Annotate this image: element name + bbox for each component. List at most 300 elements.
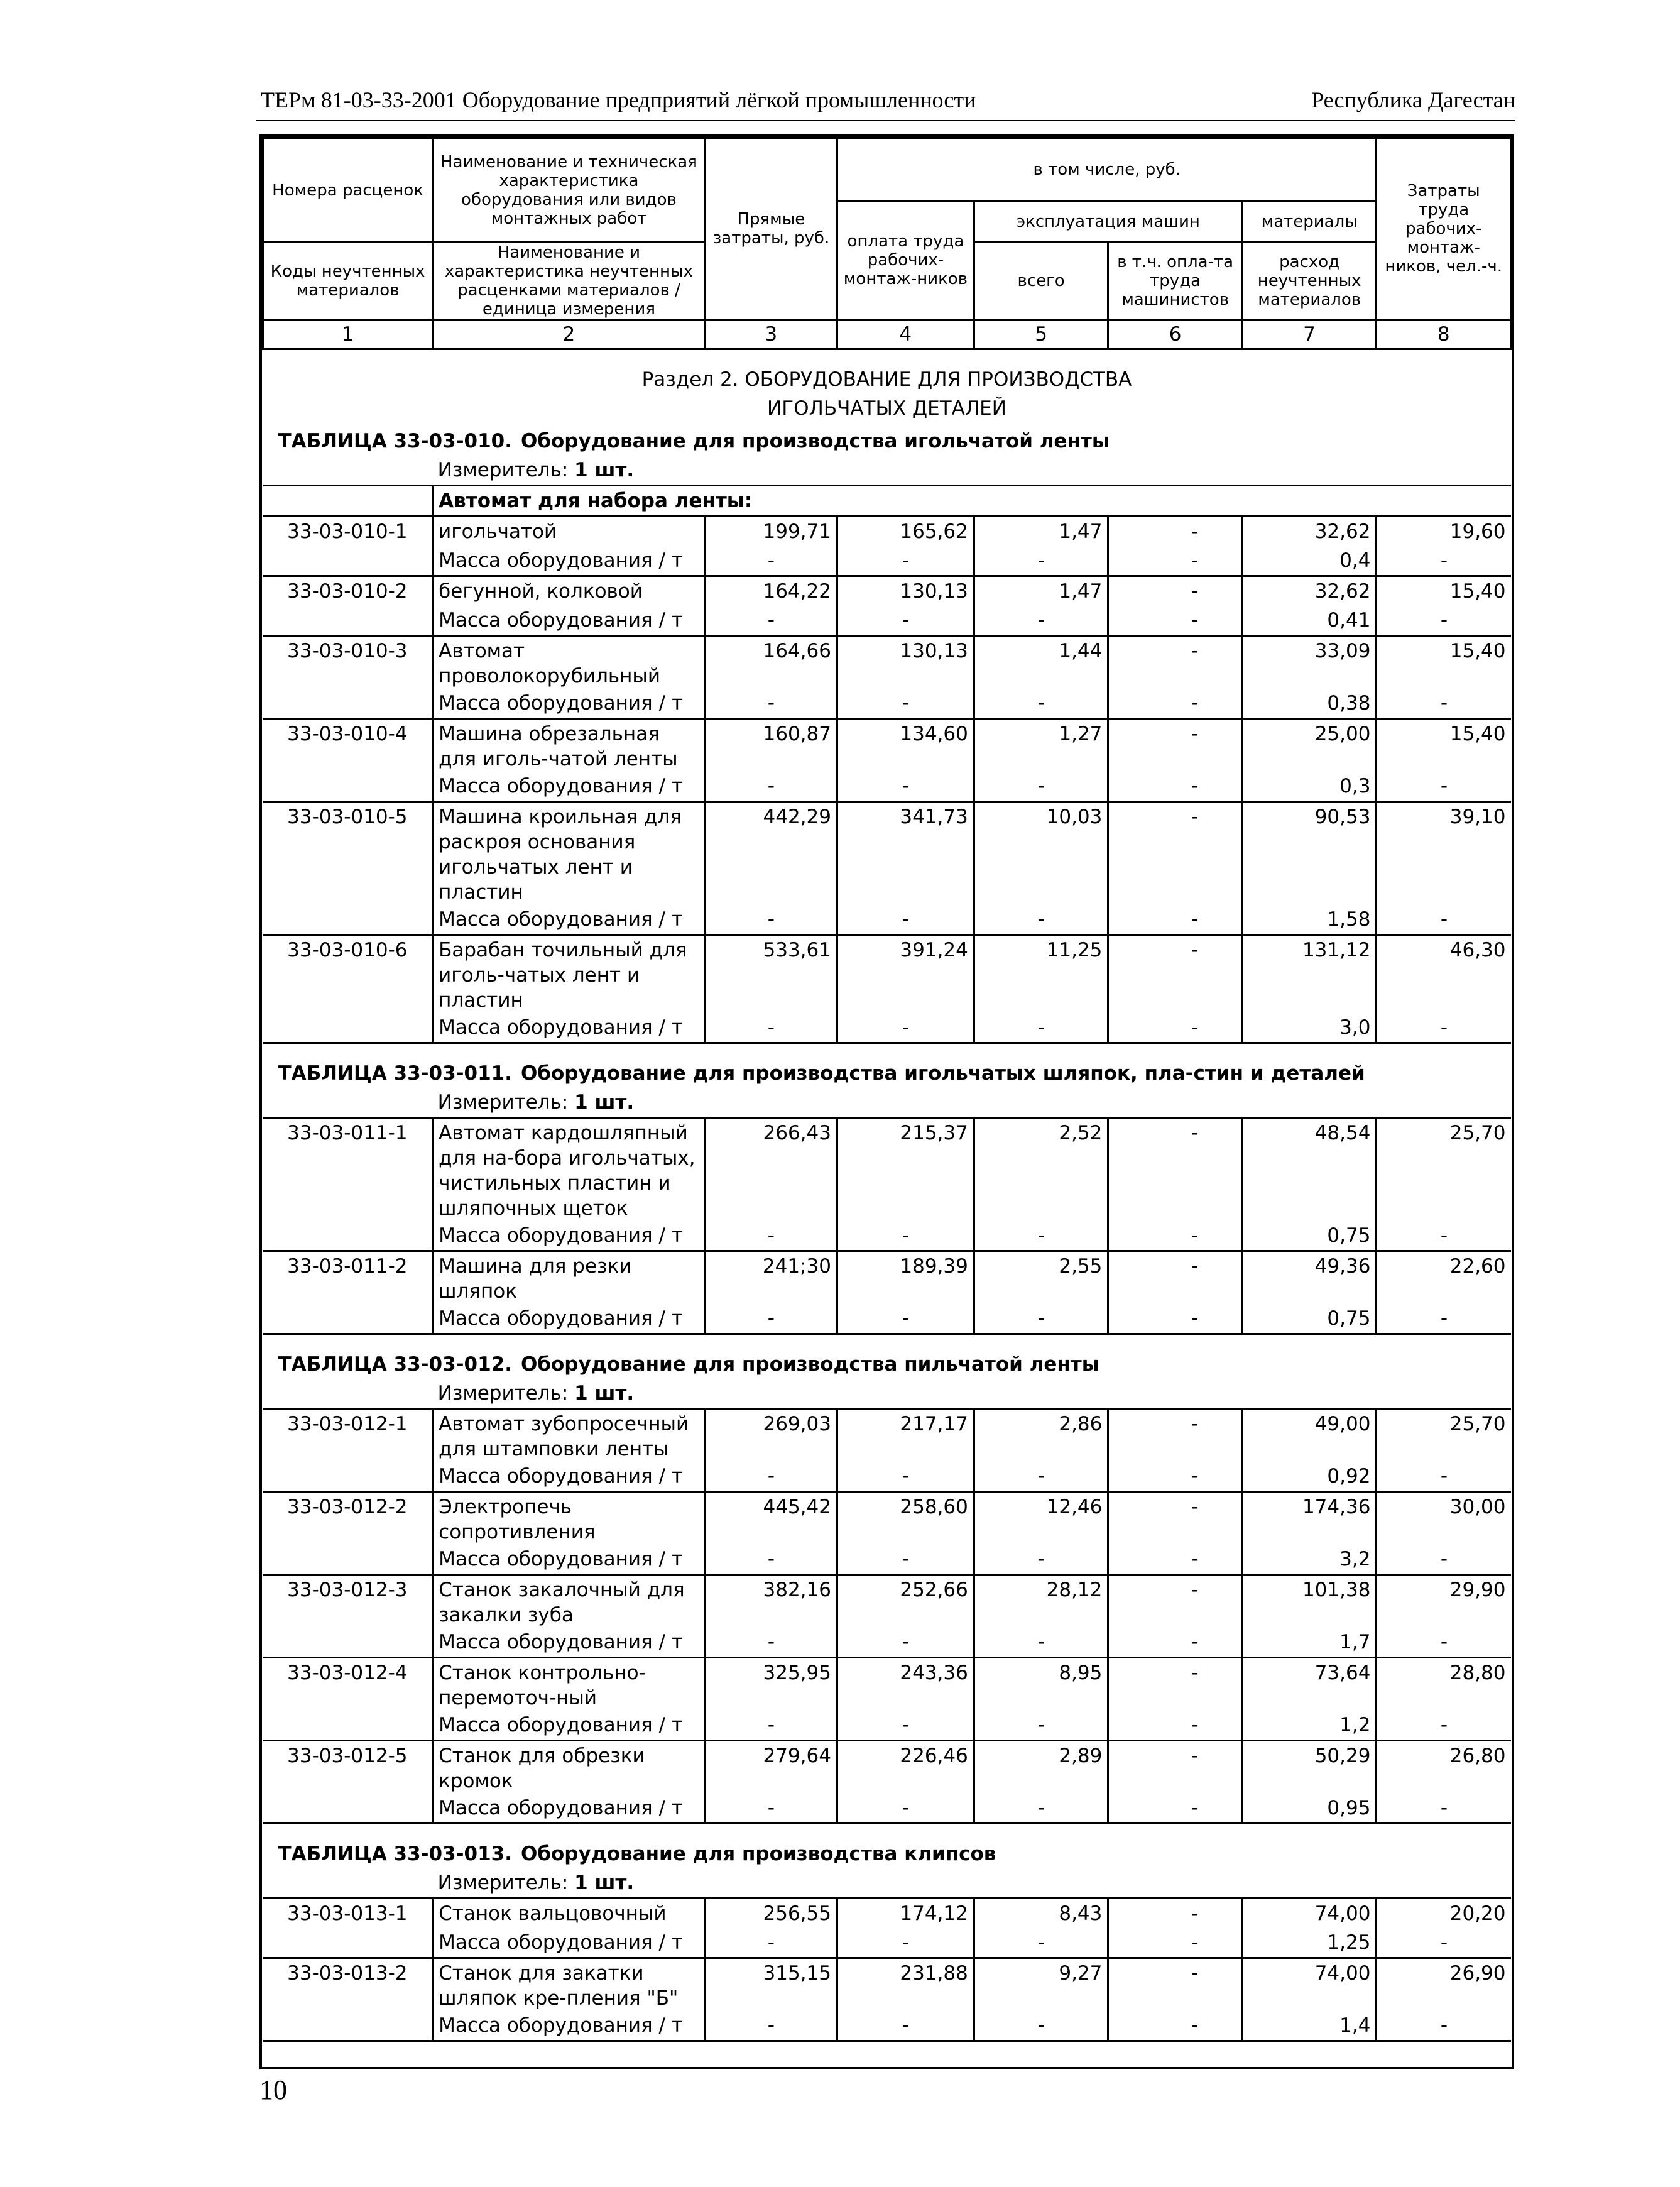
col-materials-header: материалы [1242,201,1377,243]
mass-col-6: - [1108,1628,1243,1658]
table-title-row [263,1350,1511,1379]
value-col-7: 90,53 [1242,802,1377,906]
section-heading: ИГОЛЬЧАТЫХ ДЕТАЛЕЙ [767,397,1006,420]
mass-col-6: - [1108,1013,1243,1043]
mass-row [263,606,1511,636]
value-col-4: 189,39 [837,1251,974,1305]
rate-code: 33-03-013-1 [263,1899,433,1929]
value-col-5: 28,12 [974,1575,1108,1628]
value-col-8: 26,90 [1377,1958,1511,2012]
mass-row [263,905,1511,935]
value-col-6: - [1108,576,1243,606]
section-heading-row [263,365,1511,394]
mass-col-8: - [1377,1545,1511,1575]
value-col-8: 28,80 [1377,1658,1511,1711]
mass-col-8: - [1377,606,1511,636]
value-col-5: 1,47 [974,517,1108,547]
value-col-3: 269,03 [705,1409,837,1462]
table-title-row [263,423,1511,456]
measure-row [263,1088,1511,1118]
value-col-6: - [1108,1409,1243,1462]
table-row [263,576,1511,606]
subheading-spacer [263,486,433,517]
mass-label: Масса оборудования / т [433,1794,706,1824]
mass-label: Масса оборудования / т [433,1628,706,1658]
mass-col-6: - [1108,1545,1243,1575]
value-col-5: 2,86 [974,1409,1108,1462]
mass-row [263,1462,1511,1492]
value-col-4: 226,46 [837,1741,974,1794]
mass-code-spacer [263,1013,433,1043]
mass-col-7: 0,92 [1242,1462,1377,1492]
value-col-4: 231,88 [837,1958,974,2012]
mass-col-8: - [1377,1304,1511,1334]
measure-label: Измеритель: [437,1382,569,1405]
value-col-6: - [1108,1492,1243,1545]
measure-spacer [263,1868,433,1899]
value-col-5: 1,44 [974,636,1108,689]
mass-col-3: - [705,1928,837,1958]
table-name: Оборудование для производства пильчатой ленты [521,1353,1099,1376]
mass-code-spacer [263,2011,433,2041]
mass-code-spacer [263,606,433,636]
subheading-row [263,486,1511,517]
table-code: ТАБЛИЦА 33-03-012. [278,1353,512,1376]
mass-col-4: - [837,546,974,576]
mass-row [263,772,1511,802]
mass-code-spacer [263,905,433,935]
table-title-row [263,1059,1511,1088]
measure-value: 1 шт. [574,1382,635,1405]
rate-code: 33-03-010-6 [263,935,433,1014]
col-number-5: 5 [974,320,1108,349]
col-number-8: 8 [1377,320,1511,349]
value-col-4: 165,62 [837,517,974,547]
value-col-7: 131,12 [1242,935,1377,1014]
running-header-region: Республика Дагестан [1311,87,1515,112]
table-code: ТАБЛИЦА 33-03-013. [278,1843,512,1865]
value-col-7: 25,00 [1242,719,1377,772]
mass-col-3: - [705,2011,837,2041]
mass-row [263,546,1511,576]
mass-col-4: - [837,905,974,935]
value-col-4: 215,37 [837,1118,974,1222]
item-name: Барабан точильный для иголь-чатых лент и пластин [433,935,706,1014]
mass-col-4: - [837,1628,974,1658]
col-number-1: 1 [263,320,433,349]
mass-col-5: - [974,772,1108,802]
value-col-5: 2,89 [974,1741,1108,1794]
spacer [263,349,1511,366]
mass-col-6: - [1108,606,1243,636]
value-col-8: 25,70 [1377,1118,1511,1222]
mass-col-7: 0,75 [1242,1221,1377,1251]
value-col-7: 50,29 [1242,1741,1377,1794]
header-rule [256,120,1515,121]
value-col-8: 22,60 [1377,1251,1511,1305]
mass-label: Масса оборудования / т [433,1928,706,1958]
mass-col-6: - [1108,2011,1243,2041]
value-col-6: - [1108,719,1243,772]
measure-spacer [263,1088,433,1118]
mass-col-4: - [837,1462,974,1492]
value-col-4: 391,24 [837,935,974,1014]
value-col-8: 25,70 [1377,1409,1511,1462]
item-name: Автомат кардошляпный для на-бора игольчатых, чистильных пластин и шляпочных щеток [433,1118,706,1222]
item-name: Автомат проволокорубильный [433,636,706,689]
value-col-3: 279,64 [705,1741,837,1794]
rates-table [262,137,1512,2042]
value-col-6: - [1108,1958,1243,2012]
value-col-7: 73,64 [1242,1658,1377,1711]
mass-col-8: - [1377,1221,1511,1251]
value-col-5: 1,47 [974,576,1108,606]
mass-col-6: - [1108,1304,1243,1334]
value-col-7: 49,36 [1242,1251,1377,1305]
value-col-8: 15,40 [1377,576,1511,606]
mass-col-3: - [705,1711,837,1741]
mass-col-7: 3,2 [1242,1545,1377,1575]
value-col-7: 48,54 [1242,1118,1377,1222]
value-col-3: 315,15 [705,1958,837,2012]
mass-col-4: - [837,689,974,719]
mass-col-7: 0,75 [1242,1304,1377,1334]
mass-col-3: - [705,1221,837,1251]
mass-col-5: - [974,1711,1108,1741]
mass-col-5: - [974,1928,1108,1958]
mass-col-7: 0,4 [1242,546,1377,576]
item-name: Машина кроильная для раскроя основания игольчатых лент и пластин [433,802,706,906]
table-title [263,1350,1511,1379]
mass-col-3: - [705,606,837,636]
mass-col-7: 1,7 [1242,1628,1377,1658]
rate-code: 33-03-012-1 [263,1409,433,1462]
mass-col-7: 0,38 [1242,689,1377,719]
value-col-6: - [1108,1118,1243,1222]
table-name: Оборудование для производства игольчатой ленты [521,430,1110,452]
rate-code: 33-03-010-1 [263,517,433,547]
spacer [263,1824,1511,1840]
table-row [263,935,1511,1014]
measure-spacer [263,1379,433,1409]
value-col-8: 29,90 [1377,1575,1511,1628]
mass-label: Масса оборудования / т [433,2011,706,2041]
mass-code-spacer [263,1628,433,1658]
table-title [263,1839,1511,1868]
value-col-3: 325,95 [705,1658,837,1711]
col-number-6: 6 [1108,320,1243,349]
mass-col-8: - [1377,772,1511,802]
mass-col-5: - [974,1628,1108,1658]
value-col-7: 33,09 [1242,636,1377,689]
rate-code: 33-03-012-5 [263,1741,433,1794]
mass-col-4: - [837,1545,974,1575]
mass-col-3: - [705,772,837,802]
spacer-row [263,1043,1511,1060]
mass-label: Масса оборудования / т [433,689,706,719]
col-name-header: Наименование и техническая характеристика оборудования или видов монтажных работ [433,138,706,243]
measure [433,456,1511,486]
col-material-codes-header: Коды неучтенных материалов [263,243,433,320]
col-material-name-header: Наименование и характеристика неучтенных расценками материалов / единица измерения [433,243,706,320]
spacer [263,1334,1511,1351]
mass-row [263,2011,1511,2041]
item-name: Станок для обрезки кромок [433,1741,706,1794]
mass-col-3: - [705,1462,837,1492]
spacer-row [263,1334,1511,1351]
rate-code: 33-03-013-2 [263,1958,433,2012]
measure-label: Измеритель: [437,1091,569,1114]
mass-code-spacer [263,546,433,576]
subheading: Автомат для набора ленты: [433,486,1511,517]
mass-col-8: - [1377,905,1511,935]
col-including-header: в том числе, руб. [837,138,1376,201]
mass-col-7: 1,58 [1242,905,1377,935]
mass-col-4: - [837,1304,974,1334]
mass-label: Масса оборудования / т [433,1711,706,1741]
col-machines-header: эксплуатация машин [974,201,1242,243]
mass-col-7: 1,2 [1242,1711,1377,1741]
col-labor-hours-header: Затраты труда рабочих-монтаж-ников, чел.-ч. [1377,138,1511,320]
mass-label: Масса оборудования / т [433,606,706,636]
table-row [263,1118,1511,1222]
mass-col-6: - [1108,1794,1243,1824]
value-col-5: 11,25 [974,935,1108,1014]
measure-value: 1 шт. [574,1091,635,1114]
mass-col-8: - [1377,1013,1511,1043]
value-col-6: - [1108,1251,1243,1305]
value-col-5: 9,27 [974,1958,1108,2012]
mass-col-3: - [705,1013,837,1043]
mass-row [263,1304,1511,1334]
mass-col-7: 0,95 [1242,1794,1377,1824]
mass-col-8: - [1377,1928,1511,1958]
measure-row [263,1868,1511,1899]
value-col-4: 130,13 [837,576,974,606]
rate-code: 33-03-010-4 [263,719,433,772]
rate-code: 33-03-012-2 [263,1492,433,1545]
value-col-6: - [1108,517,1243,547]
table-title [263,1059,1511,1088]
mass-row [263,689,1511,719]
mass-col-5: - [974,1013,1108,1043]
spacer [263,1043,1511,1060]
mass-col-3: - [705,1794,837,1824]
value-col-3: 164,66 [705,636,837,689]
value-col-6: - [1108,935,1243,1014]
value-col-3: 241;30 [705,1251,837,1305]
value-col-4: 341,73 [837,802,974,906]
col-machinist-wages-header: в т.ч. опла-та труда машинистов [1108,243,1243,320]
value-col-8: 19,60 [1377,517,1511,547]
mass-col-5: - [974,1545,1108,1575]
value-col-5: 8,43 [974,1899,1108,1929]
table-row [263,1492,1511,1545]
mass-col-7: 3,0 [1242,1013,1377,1043]
value-col-3: 442,29 [705,802,837,906]
col-material-use-header: расход неучтенных материалов [1242,243,1377,320]
mass-col-3: - [705,1545,837,1575]
col-direct-costs-header: Прямые затраты, руб. [705,138,837,320]
mass-code-spacer [263,1928,433,1958]
mass-code-spacer [263,689,433,719]
mass-col-6: - [1108,689,1243,719]
mass-code-spacer [263,1304,433,1334]
mass-col-4: - [837,772,974,802]
mass-col-6: - [1108,1928,1243,1958]
section-heading-row [263,394,1511,423]
item-name: Станок вальцовочный [433,1899,706,1929]
col-number-3: 3 [705,320,837,349]
mass-col-6: - [1108,905,1243,935]
mass-col-4: - [837,1928,974,1958]
value-col-8: 30,00 [1377,1492,1511,1545]
measure-value: 1 шт. [574,459,635,481]
mass-col-3: - [705,546,837,576]
mass-col-5: - [974,1221,1108,1251]
value-col-8: 26,80 [1377,1741,1511,1794]
mass-col-8: - [1377,1794,1511,1824]
mass-col-4: - [837,1711,974,1741]
mass-col-5: - [974,1304,1108,1334]
mass-row [263,1013,1511,1043]
value-col-3: 382,16 [705,1575,837,1628]
mass-col-8: - [1377,1628,1511,1658]
value-col-8: 39,10 [1377,802,1511,906]
value-col-6: - [1108,1658,1243,1711]
rate-code: 33-03-010-3 [263,636,433,689]
mass-col-7: 0,41 [1242,606,1377,636]
rate-code: 33-03-011-1 [263,1118,433,1222]
measure [433,1379,1511,1409]
mass-col-8: - [1377,1462,1511,1492]
mass-col-5: - [974,1794,1108,1824]
col-number-7: 7 [1242,320,1377,349]
value-col-6: - [1108,1741,1243,1794]
table-title-row [263,1839,1511,1868]
mass-col-6: - [1108,772,1243,802]
page-frame [259,134,1514,2069]
mass-col-4: - [837,1794,974,1824]
mass-label: Масса оборудования / т [433,1304,706,1334]
value-col-6: - [1108,1899,1243,1929]
mass-col-5: - [974,2011,1108,2041]
mass-col-4: - [837,1013,974,1043]
value-col-8: 15,40 [1377,719,1511,772]
table-title [263,423,1511,456]
item-name: Электропечь сопротивления [433,1492,706,1545]
value-col-8: 20,20 [1377,1899,1511,1929]
item-name: Машина для резки шляпок [433,1251,706,1305]
value-col-3: 445,42 [705,1492,837,1545]
value-col-5: 8,95 [974,1658,1108,1711]
table-name: Оборудование для производства клипсов [521,1843,996,1865]
value-col-6: - [1108,802,1243,906]
measure [433,1088,1511,1118]
table-row [263,1899,1511,1929]
value-col-7: 32,62 [1242,517,1377,547]
value-col-6: - [1108,636,1243,689]
value-col-7: 49,00 [1242,1409,1377,1462]
mass-code-spacer [263,772,433,802]
mass-col-3: - [705,1304,837,1334]
table-row [263,517,1511,547]
item-name: Автомат зубопросечный для штамповки ленты [433,1409,706,1462]
table-row [263,636,1511,689]
value-col-4: 252,66 [837,1575,974,1628]
mass-col-6: - [1108,1221,1243,1251]
mass-col-4: - [837,606,974,636]
value-col-3: 533,61 [705,935,837,1014]
mass-col-4: - [837,2011,974,2041]
mass-col-7: 1,25 [1242,1928,1377,1958]
value-col-5: 2,55 [974,1251,1108,1305]
mass-row [263,1711,1511,1741]
mass-label: Масса оборудования / т [433,1013,706,1043]
value-col-8: 46,30 [1377,935,1511,1014]
table-row [263,1409,1511,1462]
mass-col-6: - [1108,1462,1243,1492]
measure-label: Измеритель: [437,1872,569,1894]
mass-label: Масса оборудования / т [433,905,706,935]
mass-label: Масса оборудования / т [433,1462,706,1492]
table-row [263,719,1511,772]
table-code: ТАБЛИЦА 33-03-010. [278,430,512,452]
col-rate-numbers-header: Номера расценок [263,138,433,243]
measure-row [263,456,1511,486]
mass-col-7: 0,3 [1242,772,1377,802]
col-number-4: 4 [837,320,974,349]
running-header-title: ТЕРм 81-03-33-2001 Оборудование предприятий лёгкой промышленности [261,87,976,112]
measure [433,1868,1511,1899]
mass-col-4: - [837,1221,974,1251]
mass-row [263,1628,1511,1658]
mass-code-spacer [263,1221,433,1251]
value-col-7: 32,62 [1242,576,1377,606]
value-col-4: 217,17 [837,1409,974,1462]
mass-code-spacer [263,1545,433,1575]
table-row [263,802,1511,906]
value-col-5: 12,46 [974,1492,1108,1545]
mass-col-5: - [974,905,1108,935]
col-wages-group-header: оплата труда рабочих-монтаж-ников [837,201,974,320]
value-col-4: 130,13 [837,636,974,689]
table-row [263,1741,1511,1794]
mass-label: Масса оборудования / т [433,1545,706,1575]
value-col-4: 134,60 [837,719,974,772]
mass-label: Масса оборудования / т [433,1221,706,1251]
mass-col-8: - [1377,546,1511,576]
item-name: Станок для закатки шляпок кре-пления "Б" [433,1958,706,2012]
table-row [263,1575,1511,1628]
section-heading: Раздел 2. ОБОРУДОВАНИЕ ДЛЯ ПРОИЗВОДСТВА [641,368,1132,391]
item-name: Машина обрезальная для иголь-чатой ленты [433,719,706,772]
value-col-5: 1,27 [974,719,1108,772]
value-col-3: 256,55 [705,1899,837,1929]
measure-value: 1 шт. [574,1872,635,1894]
mass-col-5: - [974,546,1108,576]
value-col-8: 15,40 [1377,636,1511,689]
mass-col-5: - [974,606,1108,636]
mass-row [263,1545,1511,1575]
measure-spacer [263,456,433,486]
mass-col-3: - [705,905,837,935]
value-col-6: - [1108,1575,1243,1628]
table-row [263,1251,1511,1305]
value-col-7: 101,38 [1242,1575,1377,1628]
mass-row [263,1221,1511,1251]
item-name: Станок контрольно-перемоточ-ный [433,1658,706,1711]
